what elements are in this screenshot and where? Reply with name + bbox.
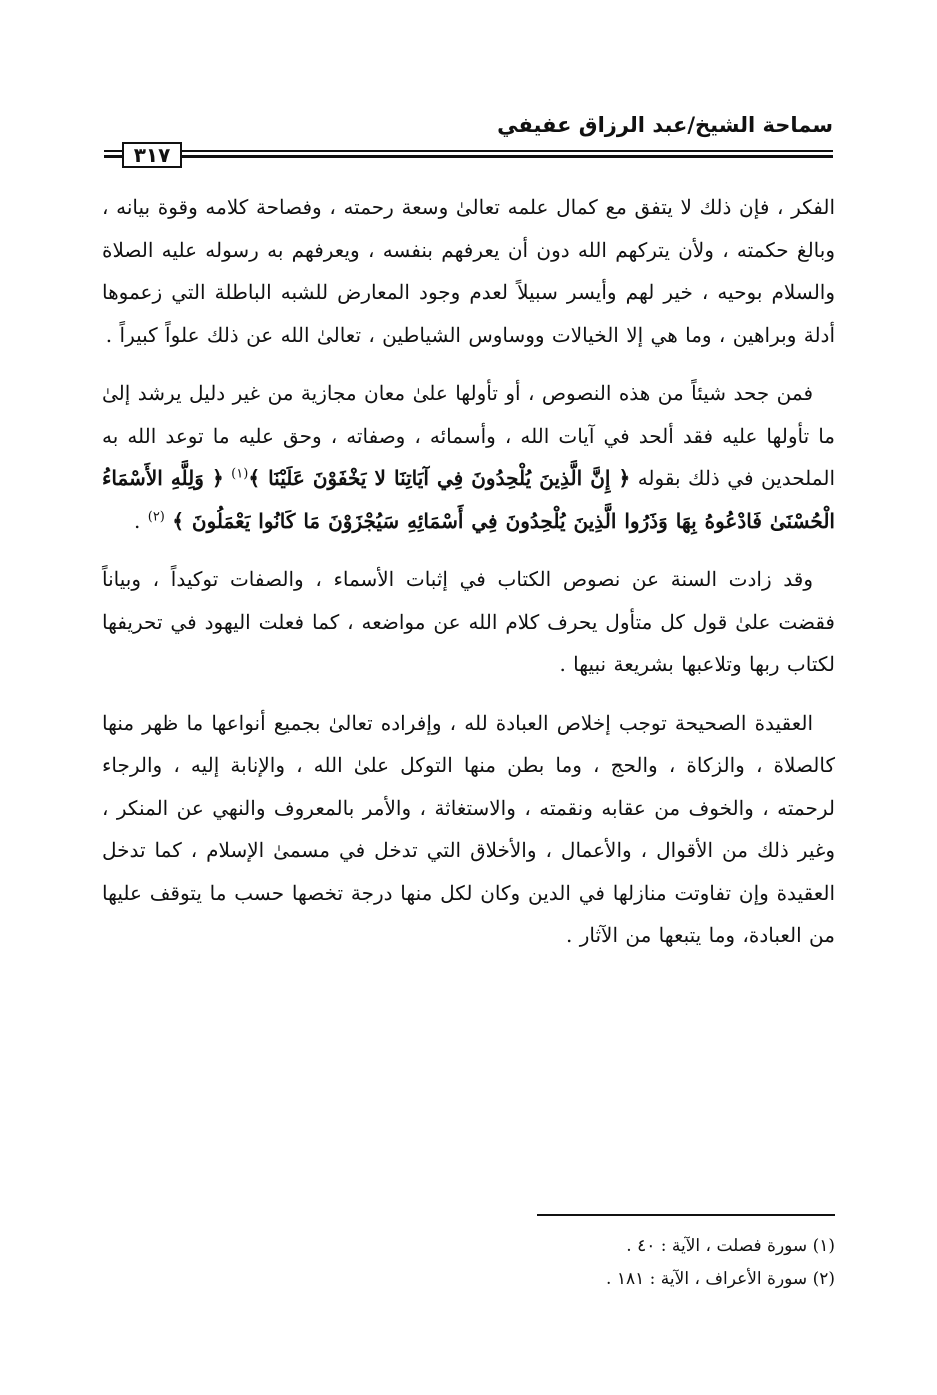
footnote-2: (٢) سورة الأعراف ، الآية : ١٨١ . bbox=[606, 1269, 835, 1289]
quran-verse-2: ﴿ وَلِلَّهِ الأَسْمَاءُ الْحُسْنَىٰ فَادْعُوهُ بِهَا وَذَرُوا الَّذِينَ يُلْحِدُونَ فِي أَسْمَائِهِ سَيُجْزَوْنَ مَا كَانُوا يَعْمَلُونَ ﴾ bbox=[102, 466, 835, 533]
paragraph-2-text: فمن جحد شيئاً من هذه النصوص ، أو تأولها علىٰ معان مجازية من غير دليل يرشد إلىٰ ما تأولها عليه فقد ألحد في آيات الله ، وأسمائه ، وصفاته ، وحق عليه ما توعد الله به الملحدين في ذلك بقوله bbox=[102, 381, 836, 490]
header-title: سماحة الشيخ/عبد الرزاق عفيفي bbox=[497, 113, 833, 137]
footnote-separator bbox=[537, 1214, 835, 1216]
footnote-ref-2: (٢) bbox=[147, 508, 165, 524]
main-text bbox=[102, 186, 835, 957]
paragraph-3: وقد زادت السنة عن نصوص الكتاب في إثبات الأسماء ، والصفات توكيداً ، وبياناً فقضت علىٰ قول كل متأول يحرف كلام الله عن مواضعه ، كما فعلت اليهود في تحريفها لكتاب ربها وتلاعبها بشريعة نبيها . bbox=[102, 567, 835, 676]
paragraph-1: الفكر ، فإن ذلك لا يتفق مع كمال علمه تعالىٰ وسعة رحمته ، وفصاحة كلامه وقوة بيانه ، وبالغ حكمته ، ولأن يتركهم الله دون أن يعرفهم بنفسه ، ويعرفهم به رسوله عليه الصلاة والسلام بوحيه ، خير لهم وأيسر سبيلاً لعدم وجود المعارض للشبه الباطلة التي زعموها أدلة وبراهين ، وما هي إلا الخيالات ووساوس الشياطين ، تعالىٰ الله عن ذلك علواً كبيراً . bbox=[102, 195, 835, 347]
header-rule bbox=[104, 142, 833, 170]
page-number: ٣١٧ bbox=[122, 142, 182, 168]
paragraph-2 bbox=[102, 372, 835, 542]
footnote-1: (١) سورة فصلت ، الآية : ٤٠ . bbox=[626, 1236, 835, 1256]
paragraph-2-end: . bbox=[134, 508, 148, 533]
quran-verse-1: ﴿ إِنَّ الَّذِينَ يُلْحِدُونَ فِي آيَاتِنَا لا يَخْفَوْنَ عَلَيْنَا ﴾ bbox=[248, 466, 631, 490]
header-double-rule bbox=[104, 150, 833, 158]
footnotes bbox=[102, 1230, 835, 1296]
paragraph-4: العقيدة الصحيحة توجب إخلاص العبادة لله ، وإفراده تعالىٰ بجميع أنواعها ما ظهر منها كالصلاة ، والزكاة ، والحج ، وما بطن منها التوكل علىٰ الله ، والإنابة إليه ، والرجاء لرحمته ، والخوف من عقابه ونقمته ، والاستغاثة ، والأمر بالمعروف والنهي عن المنكر ، وغير ذلك من الأقوال ، والأعمال ، والأخلاق التي تدخل في مسمىٰ الإسلام ، كما تدخل العقيدة وإن تفاوتت منازلها في الدين وكان لكل منها درجة تخصها حسب ما يتوقف عليها من العبادة، وما يتبعها من الآثار . bbox=[102, 710, 835, 947]
running-header bbox=[104, 112, 833, 174]
footnote-ref-1: (١) bbox=[231, 466, 249, 482]
